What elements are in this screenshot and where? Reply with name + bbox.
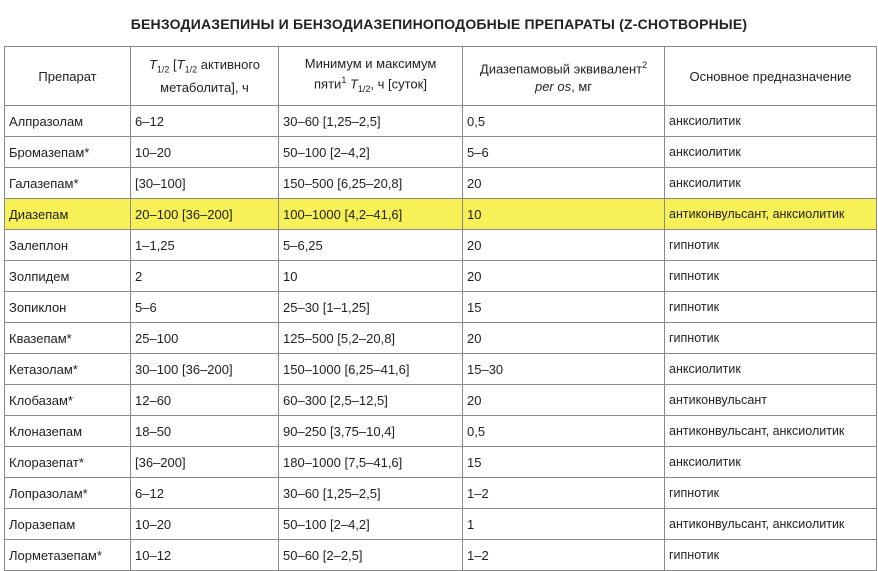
cell-half-life: [36–200] <box>131 447 279 478</box>
cell-drug: Лоразепам <box>5 509 131 540</box>
cell-purpose: гипнотик <box>665 323 877 354</box>
cell-drug: Кетазолам* <box>5 354 131 385</box>
table-row <box>5 292 877 323</box>
cell-min-max-range: 50–100 [2–4,2] <box>279 509 463 540</box>
cell-drug: Залеплон <box>5 230 131 261</box>
cell-drug: Лорметазепам* <box>5 540 131 571</box>
cell-diazepam-equivalent: 10 <box>463 199 665 230</box>
cell-diazepam-equivalent: 1–2 <box>463 540 665 571</box>
header-min-max: Минимум и максимум пяти$^1$ $T_{1/2}$, ч [суток] <box>279 47 463 106</box>
cell-diazepam-equivalent: 0,5 <box>463 416 665 447</box>
cell-drug: Лопразолам* <box>5 478 131 509</box>
cell-half-life: 10–20 <box>131 509 279 540</box>
cell-min-max-range: 90–250 [3,75–10,4] <box>279 416 463 447</box>
header-diazepam-equivalent: Диазепамовый эквивалент$^2$ per os, мг <box>463 47 665 106</box>
cell-purpose: анксиолитик <box>665 137 877 168</box>
cell-diazepam-equivalent: 15–30 <box>463 354 665 385</box>
header-half-life: $T_{1/2}$ [$T_{1/2}$ активного метаболита], ч <box>131 47 279 106</box>
table-row <box>5 478 877 509</box>
cell-diazepam-equivalent: 1–2 <box>463 478 665 509</box>
table-title: БЕНЗОДИАЗЕПИНЫ И БЕНЗОДИАЗЕПИНОПОДОБНЫЕ ПРЕПАРАТЫ (Z-СНОТВОРНЫЕ) <box>130 16 748 32</box>
cell-purpose: антиконвульсант, анксиолитик <box>665 416 877 447</box>
cell-half-life: 30–100 [36–200] <box>131 354 279 385</box>
cell-min-max-range: 30–60 [1,25–2,5] <box>279 478 463 509</box>
cell-min-max-range: 50–60 [2–2,5] <box>279 540 463 571</box>
cell-min-max-range: 125–500 [5,2–20,8] <box>279 323 463 354</box>
table-row <box>5 106 877 137</box>
cell-min-max-range: 150–1000 [6,25–41,6] <box>279 354 463 385</box>
table-row <box>5 137 877 168</box>
cell-purpose: антиконвульсант, анксиолитик <box>665 509 877 540</box>
cell-half-life: 5–6 <box>131 292 279 323</box>
cell-drug: Клоразепат* <box>5 447 131 478</box>
cell-diazepam-equivalent: 0,5 <box>463 106 665 137</box>
table-row <box>5 509 877 540</box>
table-row <box>5 323 877 354</box>
table-row <box>5 354 877 385</box>
cell-diazepam-equivalent: 20 <box>463 230 665 261</box>
cell-purpose: анксиолитик <box>665 168 877 199</box>
cell-purpose: гипнотик <box>665 540 877 571</box>
cell-min-max-range: 180–1000 [7,5–41,6] <box>279 447 463 478</box>
cell-diazepam-equivalent: 15 <box>463 292 665 323</box>
cell-drug: Галазепам* <box>5 168 131 199</box>
cell-min-max-range: 5–6,25 <box>279 230 463 261</box>
cell-purpose: антиконвульсант, анксиолитик <box>665 199 877 230</box>
cell-drug: Клоназепам <box>5 416 131 447</box>
cell-min-max-range: 30–60 [1,25–2,5] <box>279 106 463 137</box>
cell-half-life: 6–12 <box>131 478 279 509</box>
cell-min-max-range: 100–1000 [4,2–41,6] <box>279 199 463 230</box>
table-row <box>5 230 877 261</box>
cell-min-max-range: 50–100 [2–4,2] <box>279 137 463 168</box>
cell-purpose: анксиолитик <box>665 447 877 478</box>
header-row <box>5 47 877 106</box>
cell-diazepam-equivalent: 20 <box>463 261 665 292</box>
cell-half-life: 6–12 <box>131 106 279 137</box>
table-row <box>5 416 877 447</box>
cell-drug: Алпразолам <box>5 106 131 137</box>
header-purpose: Основное предназначение <box>665 47 877 106</box>
cell-purpose: гипнотик <box>665 261 877 292</box>
cell-half-life: 25–100 <box>131 323 279 354</box>
cell-purpose: гипнотик <box>665 292 877 323</box>
cell-purpose: гипнотик <box>665 478 877 509</box>
cell-purpose: гипнотик <box>665 230 877 261</box>
cell-purpose: анксиолитик <box>665 106 877 137</box>
cell-half-life: 10–20 <box>131 137 279 168</box>
cell-diazepam-equivalent: 1 <box>463 509 665 540</box>
cell-half-life: 1–1,25 <box>131 230 279 261</box>
cell-drug: Клобазам* <box>5 385 131 416</box>
table-row <box>5 385 877 416</box>
cell-min-max-range: 150–500 [6,25–20,8] <box>279 168 463 199</box>
cell-diazepam-equivalent: 5–6 <box>463 137 665 168</box>
cell-diazepam-equivalent: 20 <box>463 323 665 354</box>
cell-purpose: антиконвульсант <box>665 385 877 416</box>
cell-min-max-range: 60–300 [2,5–12,5] <box>279 385 463 416</box>
cell-half-life: 18–50 <box>131 416 279 447</box>
cell-drug: Бромазепам* <box>5 137 131 168</box>
table-row <box>5 540 877 571</box>
table-row <box>5 168 877 199</box>
cell-half-life: 12–60 <box>131 385 279 416</box>
cell-diazepam-equivalent: 15 <box>463 447 665 478</box>
cell-drug: Зопиклон <box>5 292 131 323</box>
drug-table <box>4 46 877 571</box>
cell-half-life: 2 <box>131 261 279 292</box>
cell-half-life: [30–100] <box>131 168 279 199</box>
cell-diazepam-equivalent: 20 <box>463 168 665 199</box>
cell-min-max-range: 25–30 [1–1,25] <box>279 292 463 323</box>
cell-min-max-range: 10 <box>279 261 463 292</box>
header-drug: Препарат <box>5 47 131 106</box>
table-row-highlighted <box>5 199 877 230</box>
cell-diazepam-equivalent: 20 <box>463 385 665 416</box>
cell-drug: Диазепам <box>5 199 131 230</box>
cell-drug: Золпидем <box>5 261 131 292</box>
cell-half-life: 10–12 <box>131 540 279 571</box>
table-row <box>5 261 877 292</box>
cell-half-life: 20–100 [36–200] <box>131 199 279 230</box>
table-row <box>5 447 877 478</box>
cell-drug: Квазепам* <box>5 323 131 354</box>
cell-purpose: анксиолитик <box>665 354 877 385</box>
